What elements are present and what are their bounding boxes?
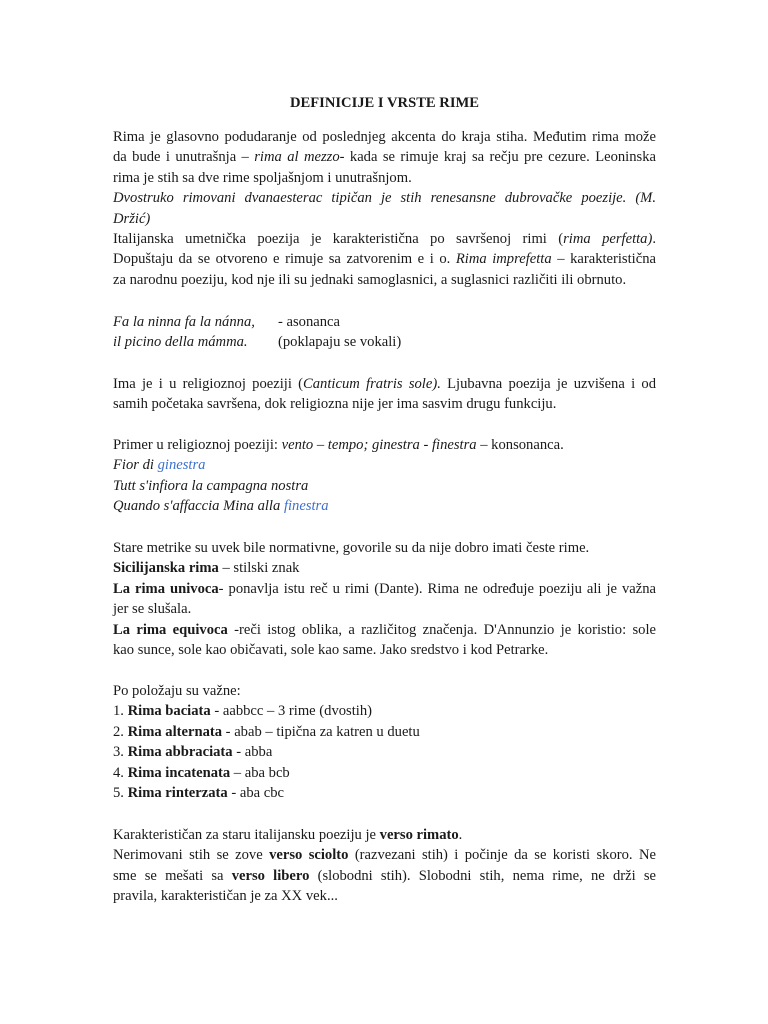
text-fragment: 1. — [113, 703, 128, 720]
poem-verse: il picino della mámma. — [113, 334, 248, 351]
text-fragment: . — [458, 827, 463, 843]
text-line: jer se slušala. — [113, 601, 192, 618]
text-fragment: La rima univoca — [113, 580, 219, 597]
text-line: samih početaka savršena, dok religiozna nije jer ima sasvim drugu funkciju. — [113, 396, 557, 413]
text-fragment: Rima alternata — [127, 723, 223, 740]
text-fragment: . — [652, 231, 656, 248]
text-line — [113, 229, 656, 249]
text-line: kao sunce, sole kao običavati, sole kao same. Jako sredstvo i kod Petrarke. — [113, 642, 549, 659]
text-line: za narodnu poeziju, kod nje ili su jednaki samoglasnici, a suglasnici različiti ili obrnuto. — [113, 271, 627, 288]
text-line: Rima je glasovno podudaranje od poslednjeg akcenta do kraja stiha. Međutim rima može — [113, 129, 656, 145]
text-fragment: rima perfetta) — [563, 231, 653, 248]
text-fragment: 4. — [113, 764, 128, 781]
highlighted-word: finestra — [283, 498, 329, 515]
poem-line — [113, 496, 656, 516]
text-line: Držić) — [113, 210, 151, 227]
paragraph-definition — [113, 127, 656, 290]
text-fragment: 2. — [113, 723, 128, 740]
text-fragment: – karakteristična — [551, 251, 656, 268]
poem-line — [113, 455, 656, 475]
text-fragment: - aabbcc – 3 rime (dvostih) — [210, 703, 372, 720]
text-fragment: verso libero — [231, 867, 310, 884]
list-intro: Po položaju su važne: — [113, 683, 241, 699]
text-fragment: Primer u religioznoj poeziji: — [113, 437, 282, 453]
page-title: DEFINICIJE I VRSTE RIME — [289, 95, 480, 111]
poem-example-asonanca — [113, 312, 656, 353]
poem-note: - asonanca — [278, 314, 340, 330]
text-fragment: 3. — [113, 744, 128, 761]
poem-verse: Fa la ninna fa la nánna, — [113, 314, 255, 330]
text-fragment: Rima imprefetta — [455, 251, 552, 268]
text-fragment: kada se rimuje kraj sa rečju pre cezure. Leoninska — [344, 149, 656, 166]
text-line — [113, 435, 656, 455]
rhyme-position-list — [113, 681, 656, 803]
text-line: rima je stih sa dve rime spoljašnjom i unutrašnjom. — [113, 169, 412, 186]
text-line: pravila, karakterističan je za XX vek... — [113, 888, 338, 905]
text-fragment: – aba bcb — [230, 764, 290, 781]
text-fragment: Italijanska umetnička poezija je karakteristična po savršenoj rimi ( — [113, 231, 564, 248]
text-fragment: Dopuštaju da se otvoreno e rimuje sa zatvorenim e i o. — [113, 251, 456, 268]
text-line: Stare metrike su uvek bile normativne, govorile su da nije dobro imati česte rime. — [113, 540, 590, 556]
paragraph-religious — [113, 374, 656, 415]
text-fragment: Rima rinterzata — [127, 785, 228, 802]
text-fragment: (razvezani stih) i počinje da se koristi skoro. Ne — [348, 847, 656, 864]
text-fragment: Quando s'affaccia Mina alla — [113, 498, 284, 515]
text-line — [113, 866, 656, 886]
text-fragment: da bude i unutrašnja – — [113, 149, 255, 166]
text-fragment: Rima baciata — [127, 703, 211, 720]
poem-line: Tutt s'infiora la campagna nostra — [113, 477, 309, 494]
text-fragment: Nerimovani stih se zove — [113, 847, 270, 864]
text-fragment: vento – tempo; ginestra - finestra — [281, 437, 477, 453]
poem-line — [113, 332, 656, 352]
text-line — [113, 845, 656, 865]
list-item — [113, 742, 656, 762]
text-line — [113, 374, 656, 394]
text-fragment: Sicilijanska rima — [113, 560, 219, 577]
text-line: Dvostruko rimovani dvanaesterac tipičan je stih renesansne dubrovačke poezije. (M. — [113, 190, 656, 207]
text-fragment: Karakterističan za staru italijansku poeziju je — [113, 827, 380, 843]
text-fragment: rima al mezzo- — [254, 149, 345, 166]
text-fragment: (slobodni stih). Slobodni stih, nema rime, ne drži se — [309, 867, 657, 884]
text-line — [113, 558, 656, 578]
text-fragment: - abab – tipična za katren u duetu — [222, 723, 420, 740]
text-fragment: 5. — [113, 785, 128, 802]
text-fragment: – stilski znak — [218, 560, 300, 577]
text-line — [113, 579, 656, 599]
text-fragment: Canticum fratris sole). — [303, 376, 441, 392]
paragraph-verse-types — [113, 825, 656, 907]
text-fragment: – konsonanca. — [476, 437, 564, 453]
paragraph-example-religious — [113, 435, 656, 517]
text-line — [113, 249, 656, 269]
text-fragment: - aba cbc — [227, 785, 284, 802]
text-line — [113, 825, 656, 845]
poem-note: (poklapaju se vokali) — [278, 334, 402, 351]
list-item — [113, 783, 656, 803]
text-fragment: - abba — [232, 744, 273, 761]
text-fragment: verso rimato — [379, 827, 459, 843]
text-fragment: verso sciolto — [269, 847, 349, 864]
list-item — [113, 701, 656, 721]
text-fragment: Ima je i u religioznoj poeziji ( — [113, 376, 304, 392]
text-fragment: sme se mešati sa — [113, 867, 232, 884]
list-item — [113, 763, 656, 783]
text-fragment: Fior di — [113, 457, 158, 474]
text-fragment: La rima equivoca — [113, 621, 228, 638]
paragraph-metrics — [113, 538, 656, 660]
text-line — [113, 147, 656, 167]
text-fragment: Rima abbraciata — [127, 744, 233, 761]
highlighted-word: ginestra — [157, 457, 206, 474]
text-line — [113, 620, 656, 640]
list-item — [113, 722, 656, 742]
text-fragment: Ljubavna poezija je uzvišena i od — [440, 376, 657, 392]
text-fragment: -reči istog oblika, a različitog značenja. D'Annunzio je koristio: sole — [227, 621, 656, 638]
text-fragment: - ponavlja istu reč u rimi (Dante). Rima ne određuje poeziju ali je važna — [218, 580, 657, 597]
text-fragment: Rima incatenata — [127, 764, 231, 781]
poem-line — [113, 312, 656, 332]
